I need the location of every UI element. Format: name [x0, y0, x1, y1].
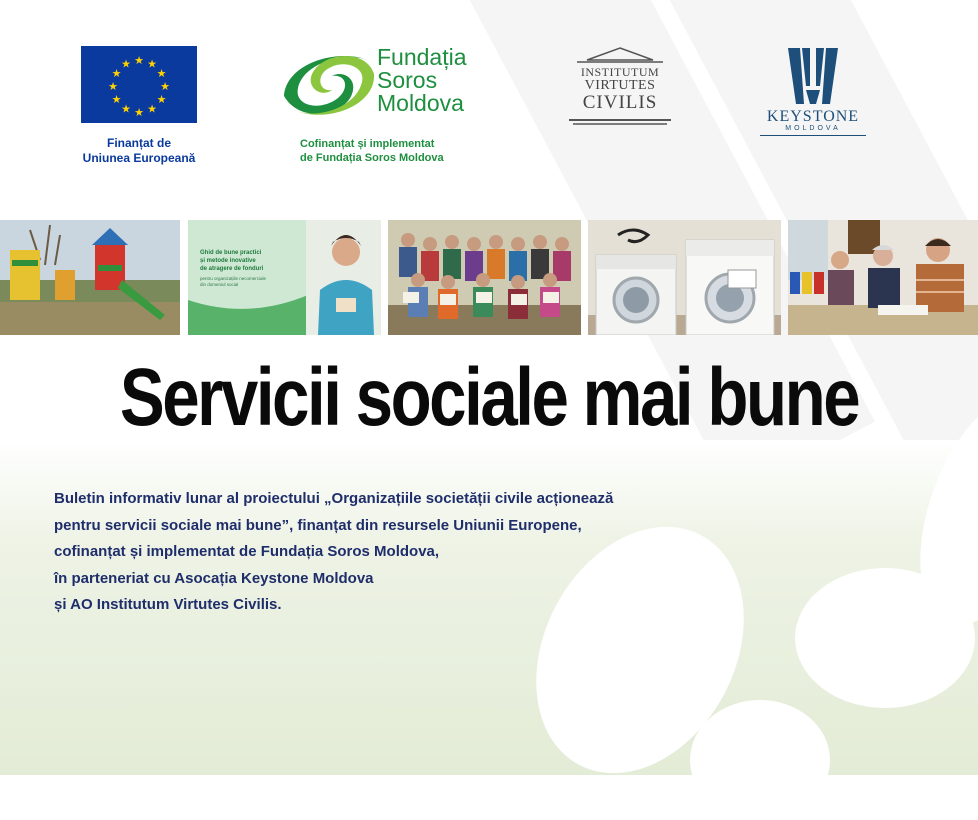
description-line: cofinanțat și implementat de Fundația Soros Moldova,: [54, 543, 440, 560]
institutum-line: INSTITUTUM: [580, 65, 660, 79]
svg-text:★: ★: [156, 67, 167, 80]
institutum-line: CIVILIS: [582, 92, 658, 113]
description-line: în parteneriat cu Asocația Keystone Moldova: [54, 569, 374, 587]
svg-text:pentru organizațiile necomerci: pentru organizațiile necomerciale: [200, 276, 267, 281]
soros-swirl-logo: [276, 44, 380, 126]
soros-name: [377, 46, 467, 115]
eu-caption-line: Finanțat de: [106, 136, 171, 150]
background-shape: [690, 700, 830, 820]
soros-name-line: Soros: [377, 67, 438, 93]
svg-text:★: ★: [156, 93, 167, 106]
keystone-subtitle: MOLDOVA: [785, 125, 841, 132]
soros-name-line: Moldova: [377, 90, 464, 116]
soros-caption: [300, 137, 490, 165]
description-line: Buletin informativ lunar al proiectului „Organizațiile societății civile acționează: [54, 490, 614, 507]
svg-text:de atragere de fonduri: de atragere de fonduri: [200, 266, 264, 272]
soros-caption-line: de Fundația Soros Moldova: [300, 152, 444, 164]
svg-text:Ghid de bune practici: Ghid de bune practici: [200, 250, 262, 256]
svg-text:★: ★: [108, 80, 118, 93]
svg-text:și metode inovative: și metode inovative: [200, 258, 256, 264]
guide-booklet-photo: [188, 220, 381, 335]
svg-text:★: ★: [121, 102, 131, 116]
soros-caption-line: Cofinanțat și implementat: [300, 138, 435, 150]
playground-photo: [0, 220, 180, 335]
svg-text:★: ★: [121, 57, 131, 71]
svg-text:din domeniul social: din domeniul social: [200, 282, 239, 287]
institutum-line: VIRTUTES: [584, 78, 656, 93]
svg-text:★: ★: [147, 57, 157, 71]
page-title: Servicii sociale mai bune: [119, 352, 859, 443]
eu-flag-logo: [81, 46, 197, 123]
washing-machines-photo: [588, 220, 781, 335]
svg-text:★: ★: [134, 54, 144, 67]
signing-meeting-photo: [788, 220, 978, 335]
svg-text:★: ★: [111, 67, 122, 80]
description-line: și AO Institutum Virtutes Civilis.: [54, 596, 282, 613]
soros-name-line: Fundația: [377, 44, 467, 70]
newsletter-description: [54, 486, 694, 619]
eu-stars-icon: [81, 46, 197, 123]
svg-text:★: ★: [134, 106, 144, 119]
keystone-name: KEYSTONE: [766, 108, 860, 125]
group-certificates-photo: [388, 220, 581, 335]
svg-text:★: ★: [111, 93, 122, 106]
description-line: pentru servicii sociale mai bune”, finanțat din resursele Uniunii Europene,: [54, 516, 582, 534]
svg-text:★: ★: [160, 80, 170, 93]
keystone-arch-logo: [786, 46, 840, 106]
eu-caption-line: Uniunea Europeană: [82, 151, 196, 165]
eu-caption: [62, 136, 216, 166]
keystone-divider: [760, 135, 866, 136]
svg-text:★: ★: [147, 102, 157, 116]
